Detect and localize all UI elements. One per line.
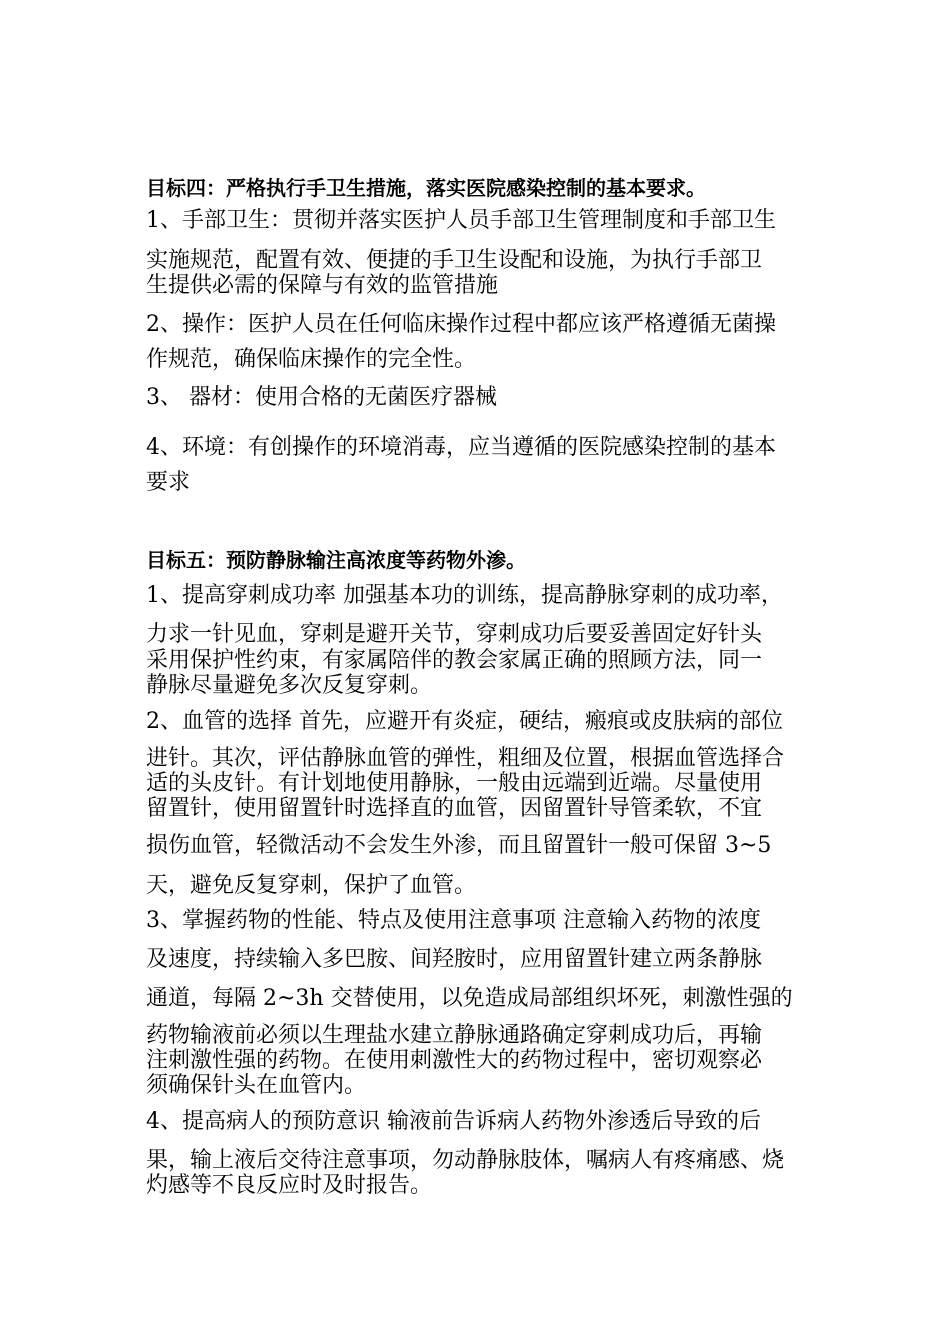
paragraph-line: 果，输上液后交待注意事项，勿动静脉肢体，嘱病人有疼痛感、烧	[146, 1148, 785, 1173]
paragraph-line: 损伤血管，轻微活动不会发生外渗，而且留置针一般可保留 3~5	[146, 833, 772, 858]
paragraph-line: 进针。其次，评估静脉血管的弹性，粗细及位置，根据血管选择合	[146, 746, 785, 771]
paragraph-line: 及速度，持续输入多巴胺、间羟胺时，应用留置针建立两条静脉	[146, 947, 763, 972]
paragraph-line: 天，避免反复穿刺，保护了血管。	[146, 873, 477, 898]
paragraph-line: 1、提高穿刺成功率 加强基本功的训练，提高静脉穿刺的成功率，	[146, 583, 783, 608]
paragraph-line: 生提供必需的保障与有效的监管措施	[146, 273, 499, 298]
paragraph-line: 4、提高病人的预防意识 输液前告诉病人药物外渗透后导致的后	[146, 1109, 761, 1134]
paragraph-line: 3、 器材：使用合格的无菌医疗器械	[146, 385, 497, 410]
paragraph-line: 要求	[146, 470, 191, 495]
paragraph-line: 通道，每隔 2~3h 交替使用，以免造成局部组织坏死，刺激性强的	[146, 986, 793, 1011]
paragraph-line: 2、血管的选择 首先，应避开有炎症，硬结，瘢痕或皮肤病的部位	[146, 709, 783, 734]
paragraph-line: 注刺激性强的药物。在使用刺激性大的药物过程中，密切观察必	[146, 1048, 763, 1073]
paragraph-line: 药物输液前必须以生理盐水建立静脉通路确定穿刺成功后，再输	[146, 1023, 763, 1048]
paragraph-line: 2、操作：医护人员在任何临床操作过程中都应该严格遵循无菌操	[146, 312, 776, 337]
section-4-heading: 目标四：严格执行手卫生措施，落实医院感染控制的基本要求。	[146, 176, 706, 200]
paragraph-line: 实施规范，配置有效、便捷的手卫生设配和设施，为执行手部卫	[146, 248, 763, 273]
section-5-heading: 目标五：预防静脉输注高浓度等药物外渗。	[146, 548, 526, 572]
paragraph-line: 1、手部卫生：贯彻并落实医护人员手部卫生管理制度和手部卫生	[146, 208, 776, 233]
paragraph-line: 4、环境：有创操作的环境消毒，应当遵循的医院感染控制的基本	[146, 435, 776, 460]
paragraph-line: 采用保护性约束，有家属陪伴的教会家属正确的照顾方法，同一	[146, 648, 763, 673]
paragraph-line: 适的头皮针。有计划地使用静脉，一般由远端到近端。尽量使用	[146, 771, 763, 796]
paragraph-line: 3、掌握药物的性能、特点及使用注意事项 注意输入药物的浓度	[146, 908, 761, 933]
paragraph-line: 须确保针头在血管内。	[146, 1073, 367, 1098]
paragraph-line: 留置针，使用留置针时选择直的血管，因留置针导管柔软，不宜	[146, 796, 763, 821]
paragraph-line: 灼感等不良反应时及时报告。	[146, 1173, 433, 1198]
paragraph-line: 力求一针见血，穿刺是避开关节，穿刺成功后要妥善固定好针头	[146, 622, 763, 647]
paragraph-line: 作规范，确保临床操作的完全性。	[146, 347, 477, 372]
paragraph-line: 静脉尽量避免多次反复穿刺。	[146, 673, 433, 698]
